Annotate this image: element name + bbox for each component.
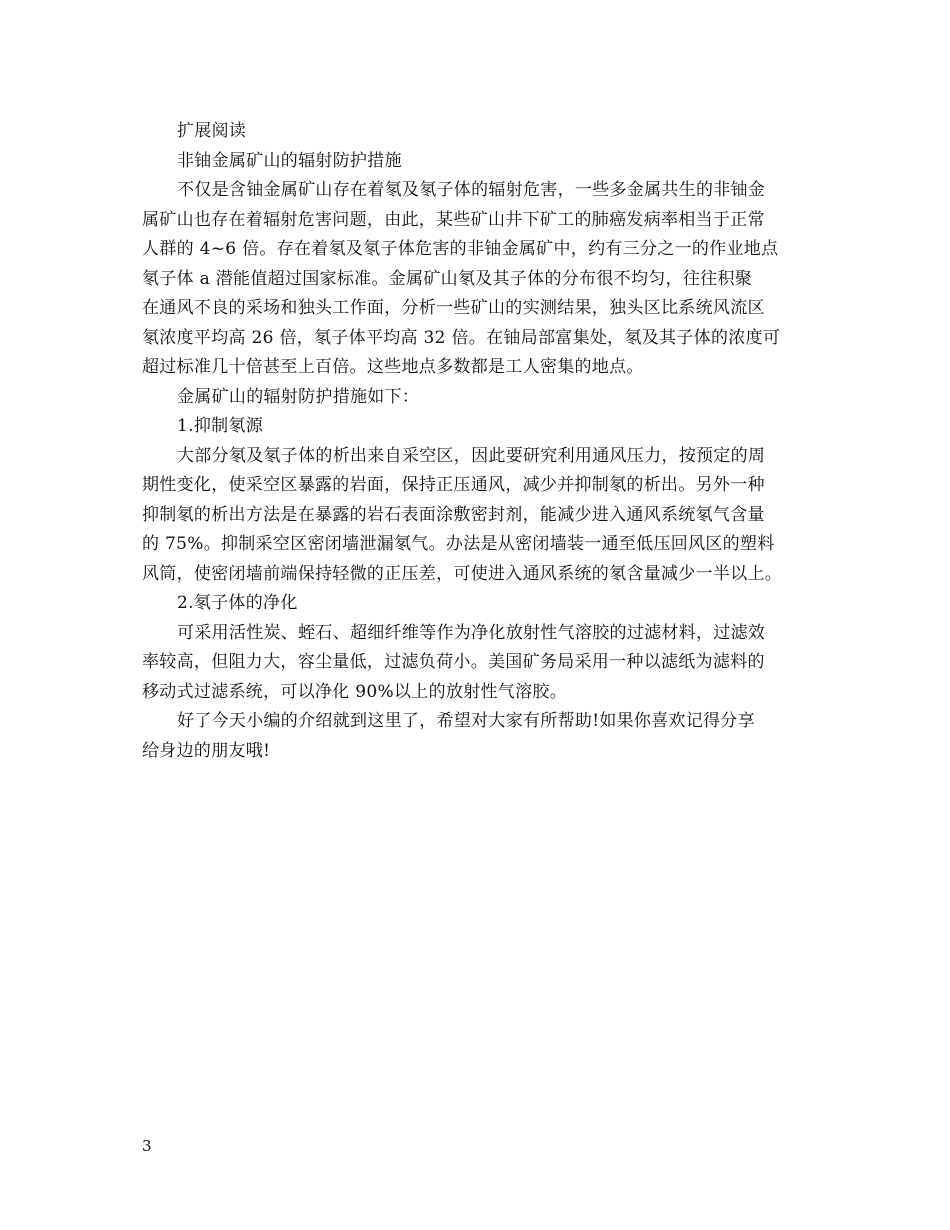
text-line: 超过标准几十倍甚至上百倍。这些地点多数都是工人密集的地点。 <box>142 357 644 377</box>
text-line: 2.氡子体的净化 <box>177 593 298 613</box>
text-line: 氡子体 a 潜能值超过国家标准。金属矿山氡及其子体的分布很不均匀，往往积聚 <box>142 268 753 289</box>
text-line: 移动式过滤系统，可以净化 90%以上的放射性气溶胶。 <box>142 681 567 702</box>
text-line: 属矿山也存在着辐射危害问题，由此，某些矿山井下矿工的肺癌发病率相当于正常 <box>142 209 765 230</box>
text-line: 扩展阅读 <box>177 121 247 141</box>
text-line: 大部分氡及氡子体的析出来自采空区，因此要研究利用通风压力，按预定的周 <box>177 445 766 466</box>
text-line: 给身边的朋友哦! <box>142 740 271 761</box>
text-line: 可采用活性炭、蛭石、超细纤维等作为净化放射性气溶胶的过滤材料，过滤效 <box>177 622 766 643</box>
text-line: 率较高，但阻力大，容尘量低，过滤负荷小。美国矿务局采用一种以滤纸为滤料的 <box>142 652 765 672</box>
text-line: 非铀金属矿山的辐射防护措施 <box>177 150 402 171</box>
text-line: 不仅是含铀金属矿山存在着氡及氡子体的辐射危害，一些多金属共生的非铀金 <box>177 180 766 200</box>
text-line: 人群的 4~6 倍。存在着氡及氡子体危害的非铀金属矿中，约有三分之一的作业地点 <box>142 239 779 259</box>
text-line: 好了今天小编的介绍就到这里了，希望对大家有所帮助!如果你喜欢记得分享 <box>177 711 756 731</box>
text-line: 抑制氡的析出方法是在暴露的岩石表面涂敷密封剂，能减少进入通风系统氡气含量 <box>142 504 765 525</box>
text-line: 氡浓度平均高 26 倍，氡子体平均高 32 倍。在铀局部富集处，氡及其子体的浓度可 <box>142 327 781 348</box>
text-line: 的 75%。抑制采空区密闭墙泄漏氡气。办法是从密闭墙装一通至低压回风区的塑料 <box>142 534 775 554</box>
text-line: 期性变化，使采空区暴露的岩面，保持正压通风，减少并抑制氡的析出。另外一种 <box>142 475 765 495</box>
page-number: 3 <box>142 1137 152 1155</box>
document-body <box>142 117 812 766</box>
text-line: 风筒，使密闭墙前端保持轻微的正压差，可使进入通风系统的氡含量减少一半以上。 <box>142 563 783 584</box>
text-line: 1.抑制氡源 <box>177 416 264 436</box>
text-line: 在通风不良的采场和独头工作面，分析一些矿山的实测结果，独头区比系统风流区 <box>142 298 765 318</box>
text-line: 金属矿山的辐射防护措施如下： <box>177 386 420 407</box>
